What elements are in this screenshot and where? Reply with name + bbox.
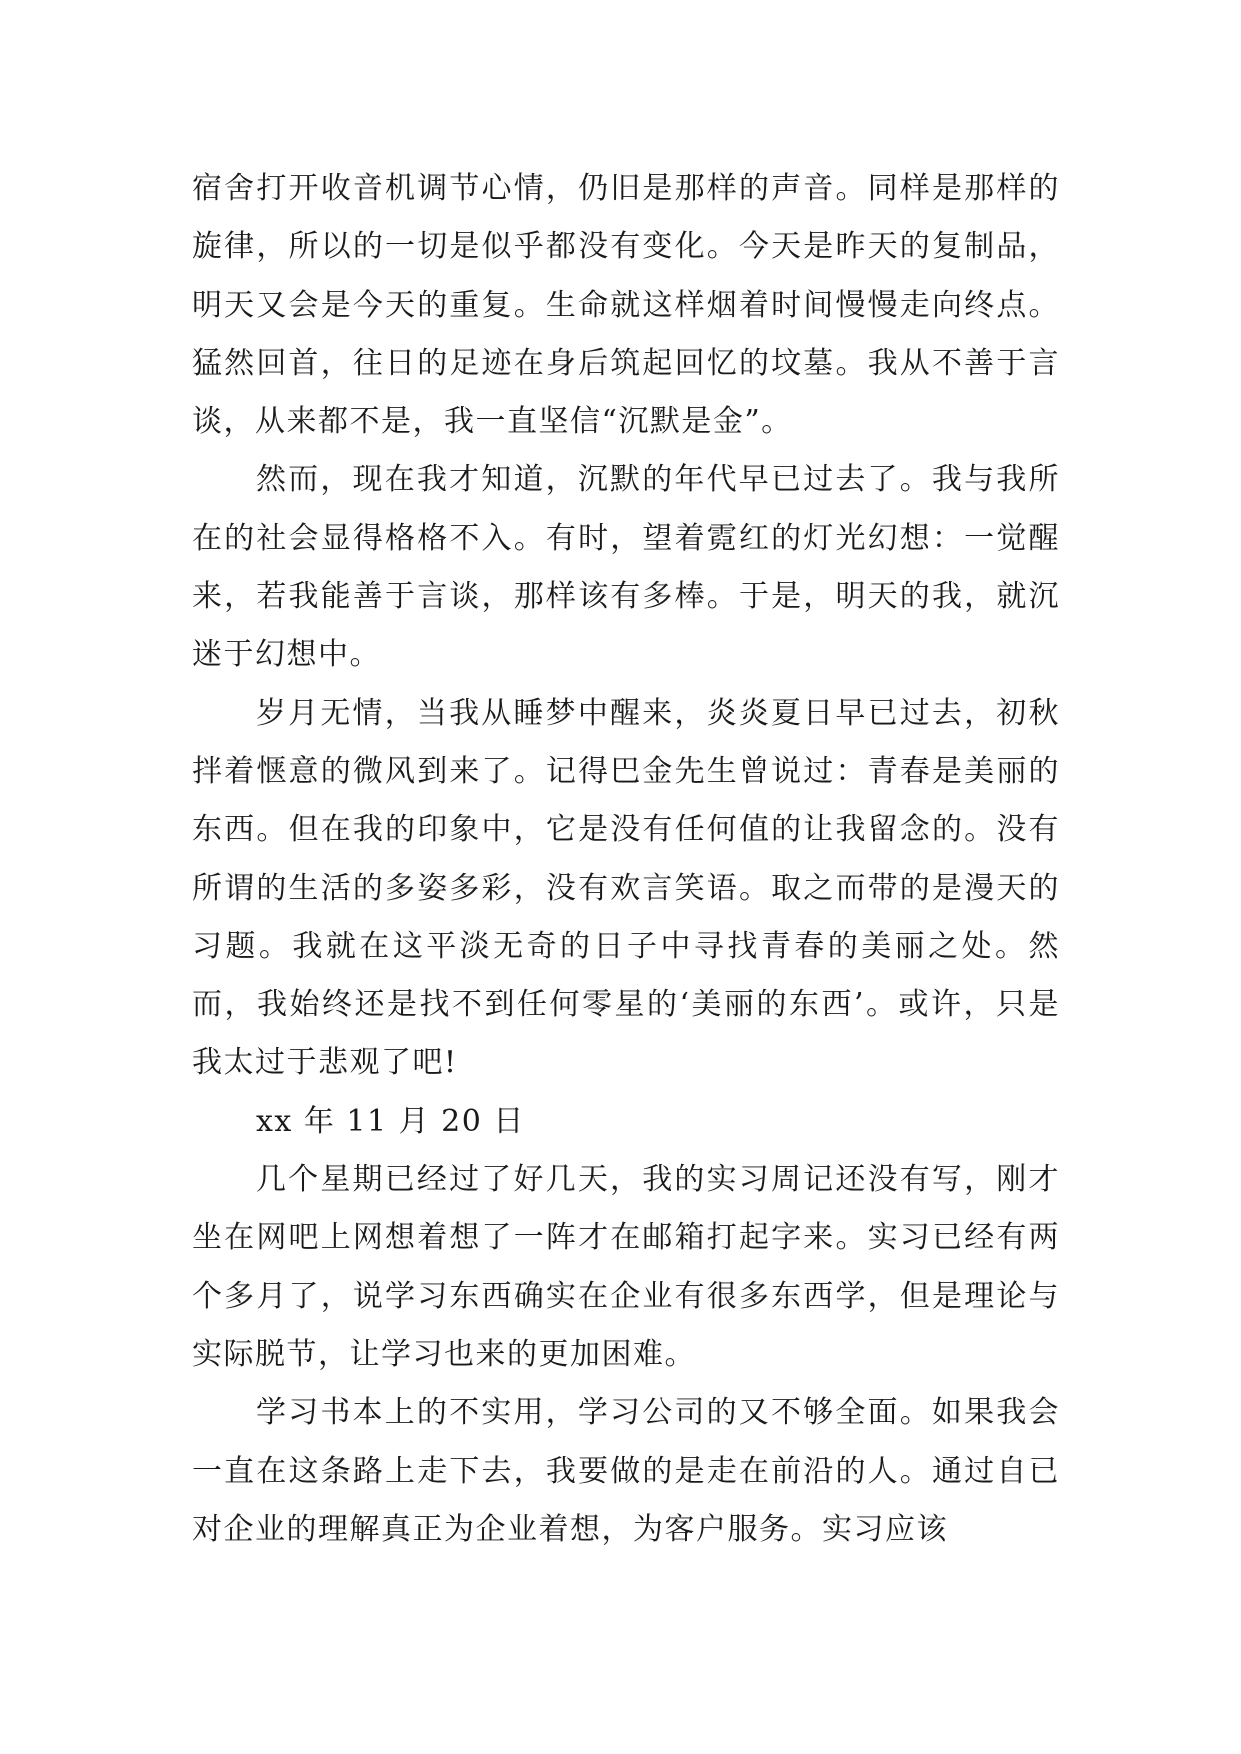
- paragraph: 然而，现在我才知道，沉默的年代早已过去了。我与我所在的社会显得格格不入。有时，望着霓红的灯光幻想：一觉醒来，若我能善于言谈，那样该有多棒。于是，明天的我，就沉迷于幻想中。: [192, 462, 1060, 673]
- paragraph: 岁月无情，当我从睡梦中醒来，炎炎夏日早已过去，初秋拌着惬意的微风到来了。记得巴金先生曾说过：青春是美丽的东西。但在我的印象中，它是没有任何值的让我留念的。没有所谓的生活的多姿多彩，没有欢言笑语。取之而带的是漫天的习题。我就在这平淡无奇的日子中寻找青春的美丽之处。然而，我始终还是找不到任何零星的‘美丽的东西’。或许，只是我太过于悲观了吧!: [192, 695, 1060, 1081]
- paragraph: 几个星期已经过了好几天，我的实习周记还没有写，刚才坐在网吧上网想着想了一阵才在邮箱打起字来。实习已经有两个多月了，说学习东西确实在企业有很多东西学，但是理论与实际脱节，让学习也来的更加困难。: [192, 1162, 1060, 1372]
- paragraph: 学习书本上的不实用，学习公司的又不够全面。如果我会一直在这条路上走下去，我要做的是走在前沿的人。通过自已对企业的理解真正为企业着想，为客户服务。实习应该: [192, 1395, 1060, 1547]
- diary-date: xx 年 11 月 20 日: [256, 1103, 525, 1139]
- paragraph-continuation: 宿舍打开收音机调节心情，仍旧是那样的声音。同样是那样的旋律，所以的一切是似乎都没有变化。今天是昨天的复制品，明天又会是今天的重复。生命就这样烟着时间慢慢走向终点。猛然回首，往日的足迹在身后筑起回忆的坟墓。我从不善于言谈，从来都不是，我一直坚信“沉默是金”。: [192, 171, 1060, 440]
- document-body: [192, 160, 1060, 1559]
